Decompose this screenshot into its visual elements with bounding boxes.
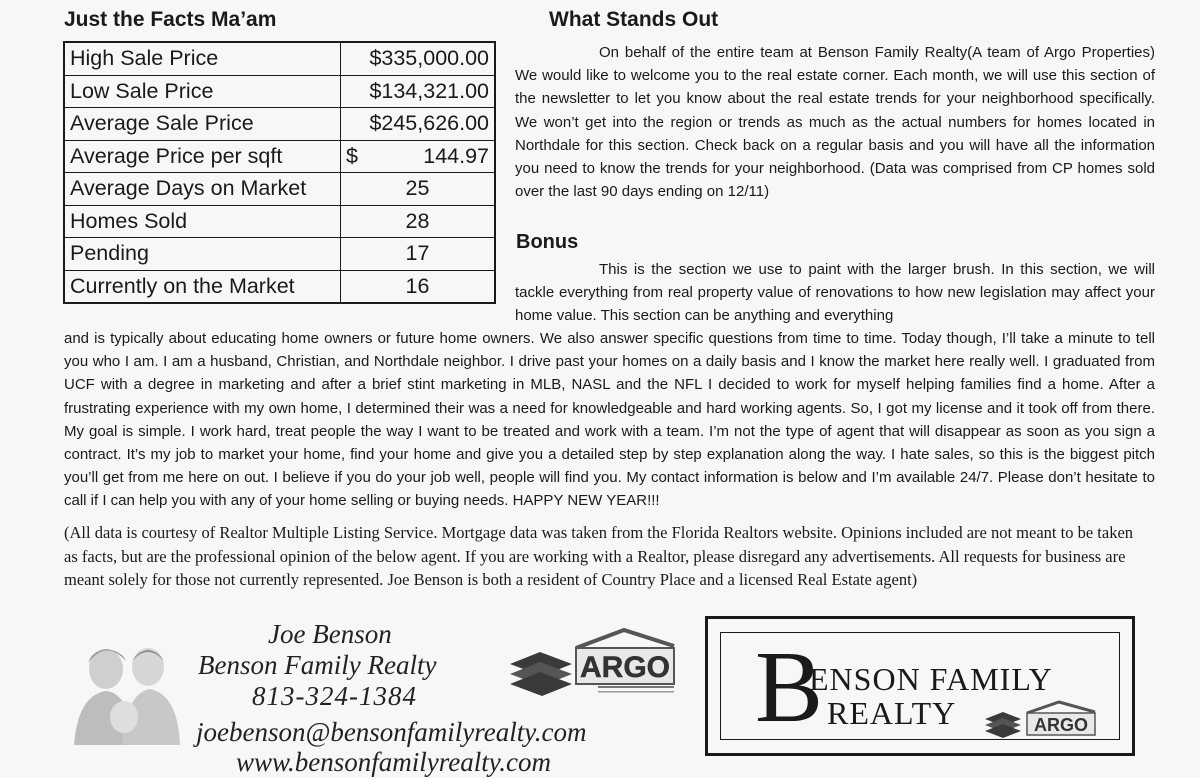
table-row [64,270,495,303]
bonus-body: This is the section we use to paint with the larger brush. In this section, we will tackle everything from real property value of renovations to how new legislation may affect your home value. This section can be anything and everything [515,261,1155,325]
table-row [64,205,495,238]
bonus-body-continued: and is typically about educating home owners or future home owners. We also answer specific questions from time to time. Today though, I’ll take a minute to tell you who I am. I am a husband, Christian, and Northdale neighbor. I drive past your homes on a daily basis and I know the market here really well. I graduated from UCF with a degree in marketing and after a brief stint marketing in MLB, NASL and the NFL I decided to work for myself helping families find a home. After a frustrating experience with my own home, I determined their was a need for knowledgeable and hard working agents. So, I got my license and it took off from there. My goal is simple. I work hard, treat people the way I want to be treated and work with a team. I’m not the type of agent that will disappear as soon as you sign a contract. It’s my job to market your home, find your home and give you a detailed step by step explanation along the way. I hate sales, so this is the biggest pitch you’ll get from me here on out. I believe if you do your job well, people will find you. My contact information is below and I’m available 24/7. Please don’t hesitate to call if I can help you with any of your home selling or buying needs. HAPPY NEW YEAR!!! [64,330,1155,510]
fact-value: 16 [341,270,496,303]
table-row [64,238,495,271]
brand-line-2: REALTY [827,695,957,731]
fact-label: Low Sale Price [64,75,341,108]
fact-label: Homes Sold [64,205,341,238]
brand-logo-box [705,616,1135,756]
agent-email: joebenson@bensonfamilyrealty.com [196,717,587,747]
brand-initial: B [755,631,824,744]
fact-value: 17 [341,238,496,271]
stands-out-body: On behalf of the entire team at Benson Family Realty(A team of Argo Properties) We would like to welcome you to the real estate corner. Each month, we will use this section of the newsletter to let you know about the real estate trends for your neighborhood specifically. We won’t get into the region or trends as much as the actual numbers for homes located in Northdale for this section. Check back on a regular basis and you will have all the information you need to know the trends for your neighborhood. (Data was comprised from CP homes sold over the last 90 days ending on 12/11) [515,44,1155,201]
currency-symbol: $ [346,143,358,168]
table-row [64,173,495,206]
agent-website: www.bensonfamilyrealty.com [236,747,551,777]
table-row [64,140,495,173]
argo-logo [506,624,691,704]
fact-value: $134,321.00 [341,75,496,108]
agent-name: Joe Benson [268,619,392,649]
argo-logo-small [983,699,1103,739]
agent-company: Benson Family Realty [198,650,437,680]
fact-value: $335,000.00 [341,42,496,75]
disclaimer: (All data is courtesy of Realtor Multiple Listing Service. Mortgage data was taken from the Florida Realtors website. Opinions included are not meant to be taken as facts, but are the professional opinion of the below agent. If you are working with a Realtor, please disregard any advertisements. All requests for business are meant solely for those not currently represented. Joe Benson is both a resident of Country Place and a licensed Real Estate agent) [64,523,1134,590]
bonus-title: Bonus [516,231,579,253]
table-row [64,108,495,141]
fact-label: Average Price per sqft [64,140,341,173]
facts-title: Just the Facts Ma’am [64,8,277,31]
table-row [64,42,495,75]
fact-label: Pending [64,238,341,271]
fact-label: Currently on the Market [64,270,341,303]
fact-label: Average Days on Market [64,173,341,206]
fact-value: $245,626.00 [341,108,496,141]
agent-family-photo [66,633,186,745]
argo-logo-small-text: ARGO [1034,715,1088,735]
fact-value: 25 [341,173,496,206]
agent-phone: 813-324-1384 [252,681,417,711]
fact-label: High Sale Price [64,42,341,75]
fact-value: 144.97 [423,143,489,168]
brand-line-1: ENSON FAMILY [809,661,1053,697]
stands-out-title: What Stands Out [549,8,719,31]
table-row [64,75,495,108]
facts-table [63,41,496,304]
fact-label: Average Sale Price [64,108,341,141]
fact-value-cell [341,140,496,173]
fact-value: 28 [341,205,496,238]
argo-logo-text: ARGO [580,651,670,684]
brand-logo-inner [720,631,1120,744]
